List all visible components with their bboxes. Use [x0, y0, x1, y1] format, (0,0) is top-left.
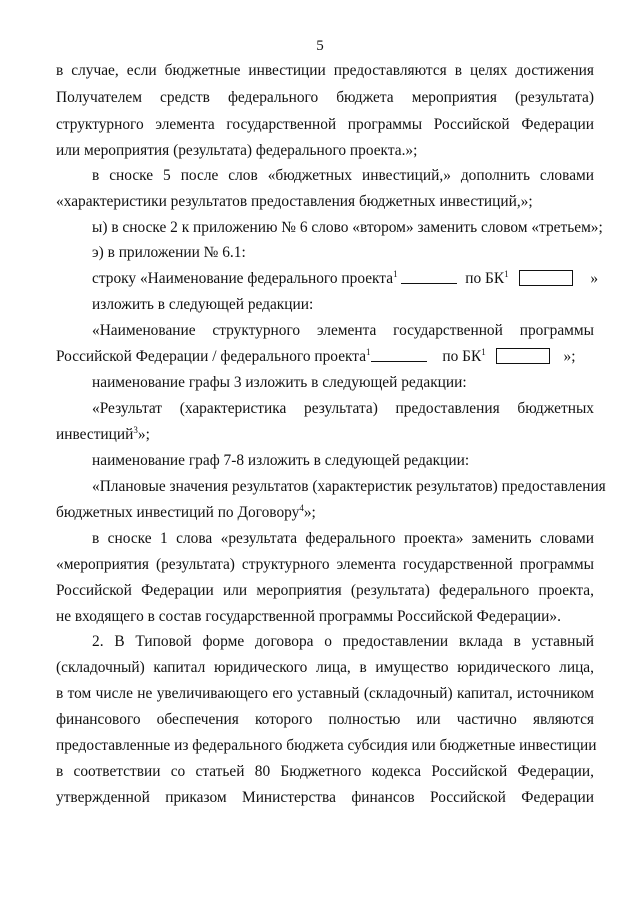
- line-segment: »;: [563, 348, 576, 365]
- text-line: «Результат (характеристика результата) предоставления бюджетных: [92, 400, 594, 417]
- text-line-with-fields: [92, 269, 599, 288]
- text-line: Получателем средств федерального бюджета мероприятия (результата): [56, 89, 594, 106]
- text-line: «мероприятия (результата) структурного элемента государственной программы: [56, 556, 594, 573]
- text-line: финансового обеспечения которого полностью или частично являются: [56, 711, 594, 728]
- text-line-with-fields: [56, 348, 594, 366]
- footnote-mark: 1: [366, 347, 371, 357]
- code-box: [519, 270, 573, 286]
- text-line: предоставленные из федерального бюджета субсидия или бюджетные инвестиции: [56, 737, 597, 754]
- footnote-mark: 1: [393, 269, 398, 279]
- text-line: ы) в сноске 2 к приложению № 6 слово «втором» заменить словом «третьем»;: [92, 219, 603, 236]
- line-segment: »: [590, 270, 599, 287]
- line-segment: инвестиций: [56, 426, 134, 443]
- text-line: в сноске 1 слова «результата федерального проекта» заменить словами: [92, 530, 594, 547]
- text-line: или мероприятия (результата) федерального проекта.»;: [56, 142, 418, 159]
- text-line: «Наименование структурного элемента государственной программы: [92, 322, 594, 339]
- text-line: наименование графы 3 изложить в следующей редакции:: [92, 374, 467, 391]
- text-line: «Плановые значения результатов (характеристик результатов) предоставления: [92, 478, 606, 495]
- footnote-mark: 4: [299, 503, 304, 513]
- line-segment: »;: [137, 426, 150, 443]
- blank-field: [401, 271, 457, 284]
- footnote-mark: 1: [504, 269, 509, 279]
- text-line: утвержденной приказом Министерства финансов Российской Федерации: [56, 789, 594, 806]
- text-line: «характеристики результатов предоставления бюджетных инвестиций,»;: [56, 193, 533, 210]
- text-line: в случае, если бюджетные инвестиции предоставляются в целях достижения: [56, 62, 594, 79]
- text-line: (складочный) капитал юридического лица, в имущество юридического лица,: [56, 659, 594, 676]
- text-line: 2. В Типовой форме договора о предоставлении вклада в уставный: [92, 633, 594, 650]
- text-line: не входящего в состав государственной программы Российской Федерации».: [56, 608, 561, 625]
- page-number: 5: [316, 38, 324, 54]
- footnote-mark: 1: [481, 347, 486, 357]
- text-line: наименование граф 7-8 изложить в следующей редакции:: [92, 452, 470, 469]
- text-line-with-footnote: [56, 504, 594, 522]
- line-segment: по БК: [442, 348, 482, 365]
- text-line: в соответствии со статьей 80 Бюджетного кодекса Российской Федерации,: [56, 763, 594, 780]
- text-line-with-footnote: [56, 426, 594, 444]
- text-line: в том числе не увеличивающего его уставный (складочный) капитал, источником: [56, 685, 594, 702]
- text-line: Российской Федерации или мероприятия (результата) федерального проекта,: [56, 582, 594, 599]
- line-segment: строку «Наименование федерального проекта: [92, 270, 394, 287]
- text-line: изложить в следующей редакции:: [92, 296, 314, 313]
- text-line: структурного элемента государственной программы Российской Федерации: [56, 116, 594, 133]
- line-segment: бюджетных инвестиций по Договору: [56, 504, 300, 521]
- line-segment: »;: [303, 504, 316, 521]
- text-line: э) в приложении № 6.1:: [92, 244, 246, 261]
- text-line: в сноске 5 после слов «бюджетных инвестиций,» дополнить словами: [92, 167, 594, 184]
- line-segment: по БК: [465, 270, 505, 287]
- footnote-mark: 3: [133, 425, 138, 435]
- line-segment: Российской Федерации / федерального проекта: [56, 348, 367, 365]
- blank-field: [371, 349, 427, 362]
- code-box: [496, 348, 550, 364]
